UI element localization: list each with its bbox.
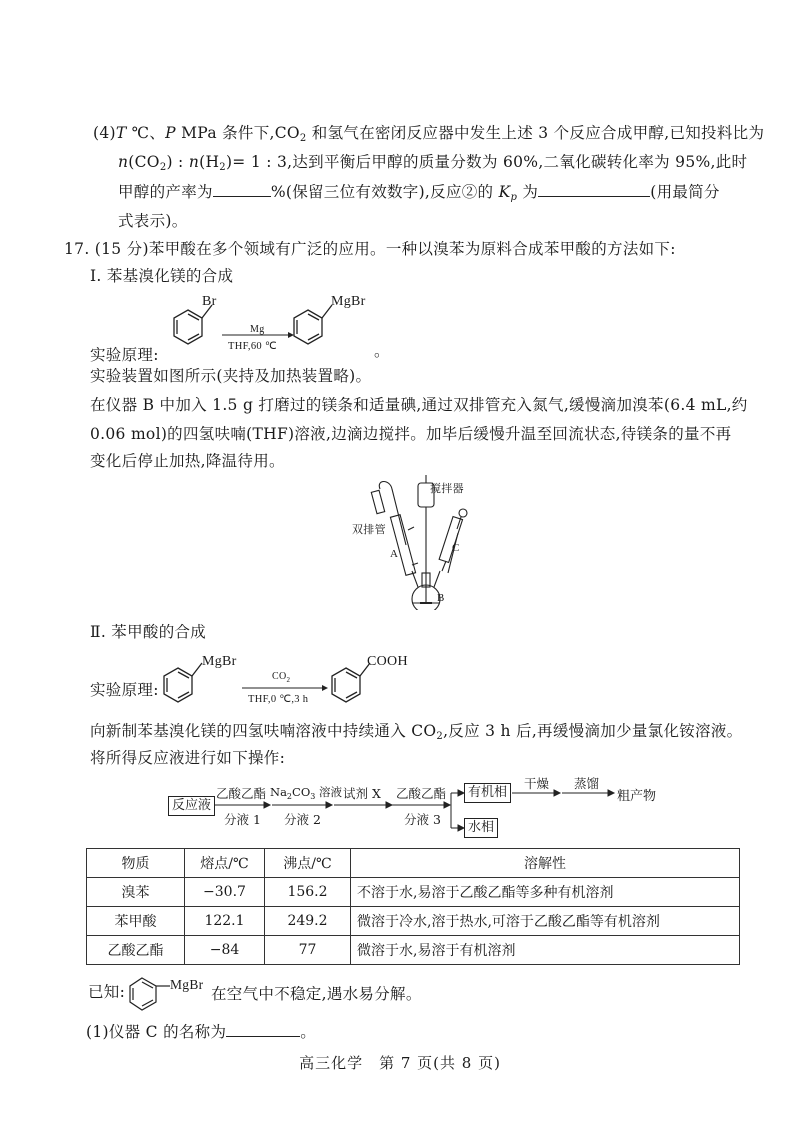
text: )= 1 : 3,达到平衡后甲醇的质量分数为 60%,二氧化碳转化率为 95%,此时 xyxy=(225,153,748,171)
text: 。 xyxy=(300,1023,317,1041)
subscript: 2 xyxy=(286,676,291,684)
reagent1-bottom: THF,60 ℃ xyxy=(228,341,277,352)
text: (用最简分 xyxy=(650,183,720,201)
flow-step2-top xyxy=(270,784,342,800)
cell-melting: −30.7 xyxy=(185,878,265,907)
benzene-ring-icon xyxy=(130,978,170,1010)
table-row xyxy=(87,878,740,907)
subscript: 2 xyxy=(159,162,167,173)
stirrer-label: 搅拌器 xyxy=(430,482,464,495)
product1-substituent: MgBr xyxy=(331,294,366,309)
sub-question-1 xyxy=(86,1022,316,1042)
text: 向新制苯基溴化镁的四氢呋喃溶液中持续通入 CO xyxy=(90,722,437,740)
label-b: B xyxy=(437,592,445,604)
answer-blank-c[interactable] xyxy=(226,1022,300,1037)
q4-line-2 xyxy=(118,152,747,172)
cell-substance: 乙酸乙酯 xyxy=(87,936,185,965)
separation-flowchart xyxy=(160,768,680,838)
text: ℃、 xyxy=(126,124,166,142)
col-header: 熔点/℃ xyxy=(185,849,265,878)
reactant2-substituent: MgBr xyxy=(202,654,237,669)
cell-boiling: 249.2 xyxy=(265,907,351,936)
flow-dry-label: 干燥 xyxy=(524,776,550,791)
reaction1-end: 。 xyxy=(374,342,390,360)
benzene-ring-icon xyxy=(164,663,202,702)
text: MPa 条件下,CO xyxy=(175,124,300,142)
properties-table xyxy=(86,848,740,965)
subscript: 2 xyxy=(436,731,444,742)
flow-step1-bottom: 分液 1 xyxy=(224,812,261,827)
known-label: 已知: xyxy=(88,983,126,1001)
text: 为 xyxy=(517,183,539,201)
cell-substance: 苯甲酸 xyxy=(87,907,185,936)
q4-line-4: 式表示)。 xyxy=(118,212,188,230)
table-row xyxy=(87,907,740,936)
page-footer: 高三化学 第 7 页(共 8 页) xyxy=(299,1054,501,1072)
part2-title: Ⅱ. 苯甲酸的合成 xyxy=(90,623,207,641)
known-text: 在空气中不稳定,遇水易分解。 xyxy=(211,985,422,1003)
cell-boiling: 77 xyxy=(265,936,351,965)
cell-solubility: 微溶于水,易溶于有机溶剂 xyxy=(351,936,740,965)
benzene-ring-icon xyxy=(294,305,332,344)
text: (CO xyxy=(128,153,160,171)
cell-melting: −84 xyxy=(185,936,265,965)
cell-solubility: 微溶于冷水,溶于热水,可溶于乙酸乙酯等有机溶剂 xyxy=(351,907,740,936)
arrow-head-icon xyxy=(322,685,328,691)
reagent1-top: Mg xyxy=(250,324,265,335)
reagent2-top xyxy=(272,667,290,687)
var-t: T xyxy=(115,124,127,142)
product2-substituent: COOH xyxy=(367,654,408,669)
text: ) : xyxy=(166,153,189,171)
subscript: 3 xyxy=(310,792,316,801)
subscript: p xyxy=(510,192,518,203)
flow-product-label: 粗产物 xyxy=(617,789,657,804)
flow-step2-bottom: 分液 2 xyxy=(284,812,321,827)
label-a: A xyxy=(390,548,399,560)
table-row xyxy=(87,936,740,965)
flow-distill-label: 蒸馏 xyxy=(574,776,600,791)
para2-line-2: 将所得反应液进行如下操作: xyxy=(90,749,286,767)
q4-line-1 xyxy=(93,123,764,143)
label-c: C xyxy=(452,542,460,554)
subscript: 2 xyxy=(299,133,307,144)
manifold-label: 双排管 xyxy=(352,523,386,536)
flow-step4-bottom: 分液 3 xyxy=(404,812,441,827)
answer-blank-yield[interactable] xyxy=(213,182,271,197)
para1-line-2: 0.06 mol)的四氢呋喃(THF)溶液,边滴边搅拌。加毕后缓慢升温至回流状态,待镁条的量不再 xyxy=(90,425,732,443)
reactant1-substituent: Br xyxy=(202,294,217,309)
flow-step4-top: 乙酸乙酯 xyxy=(396,786,447,801)
benzene-ring-icon xyxy=(332,663,370,702)
text: %(保留三位有效数字),反应②的 xyxy=(270,183,499,201)
text: ,反应 3 h 后,再缓慢滴加少量氯化铵溶液。 xyxy=(443,722,743,740)
col-header: 物质 xyxy=(87,849,185,878)
part1-title: Ⅰ. 苯基溴化镁的合成 xyxy=(90,267,234,285)
reagent2-bottom: THF,0 ℃,3 h xyxy=(248,694,309,705)
cell-melting: 122.1 xyxy=(185,907,265,936)
text: Na xyxy=(270,785,287,799)
text: CO xyxy=(292,785,311,799)
para1-line-1: 在仪器 B 中加入 1.5 g 打磨过的镁条和适量碘,通过双排管充入氮气,缓慢滴加溴苯(6.4 mL,约 xyxy=(90,396,748,414)
text: (1)仪器 C 的名称为 xyxy=(86,1023,227,1041)
q17-header: 17. (15 分)苯甲酸在多个领域有广泛的应用。一种以溴苯为原料合成苯甲酸的方法如下: xyxy=(64,240,676,258)
col-header: 溶解性 xyxy=(351,849,740,878)
text: (H xyxy=(199,153,220,171)
subscript: 2 xyxy=(219,162,226,173)
table-header-row xyxy=(87,849,740,878)
para2-line-1 xyxy=(90,721,742,741)
var-k: K xyxy=(498,183,511,201)
setup-line: 实验装置如图所示(夹持及加热装置略)。 xyxy=(90,367,372,385)
reaction2-label: 实验原理: xyxy=(90,681,159,699)
answer-blank-kp[interactable] xyxy=(538,182,650,197)
text: 甲醇的产率为 xyxy=(118,183,213,201)
text: CO xyxy=(272,671,287,682)
flow-aqueous-box: 水相 xyxy=(464,818,498,838)
reaction1-label: 实验原理: xyxy=(90,346,159,364)
text: 溶液 xyxy=(315,785,342,799)
arrow-head-icon xyxy=(288,332,294,338)
flow-organic-box: 有机相 xyxy=(464,783,511,803)
cell-solubility: 不溶于水,易溶于乙酸乙酯等多种有机溶剂 xyxy=(351,878,740,907)
flow-step1-top: 乙酸乙酯 xyxy=(216,786,267,801)
known-group: MgBr xyxy=(170,977,204,992)
text: 和氢气在密闭反应器中发生上述 3 个反应合成甲醇,已知投料比为 xyxy=(306,124,765,142)
var-p: P xyxy=(165,124,176,142)
cell-boiling: 156.2 xyxy=(265,878,351,907)
cell-substance: 溴苯 xyxy=(87,878,185,907)
q4-number: (4) xyxy=(93,124,116,142)
var-n: n xyxy=(118,153,129,171)
col-header: 沸点/℃ xyxy=(265,849,351,878)
flow-step3-top: 试剂 X xyxy=(343,786,381,801)
flow-start-box: 反应液 xyxy=(168,796,215,816)
var-n: n xyxy=(188,153,200,171)
para1-line-3: 变化后停止加热,降温待用。 xyxy=(90,452,285,470)
q4-line-3 xyxy=(118,182,720,202)
subscript: 2 xyxy=(286,792,293,801)
